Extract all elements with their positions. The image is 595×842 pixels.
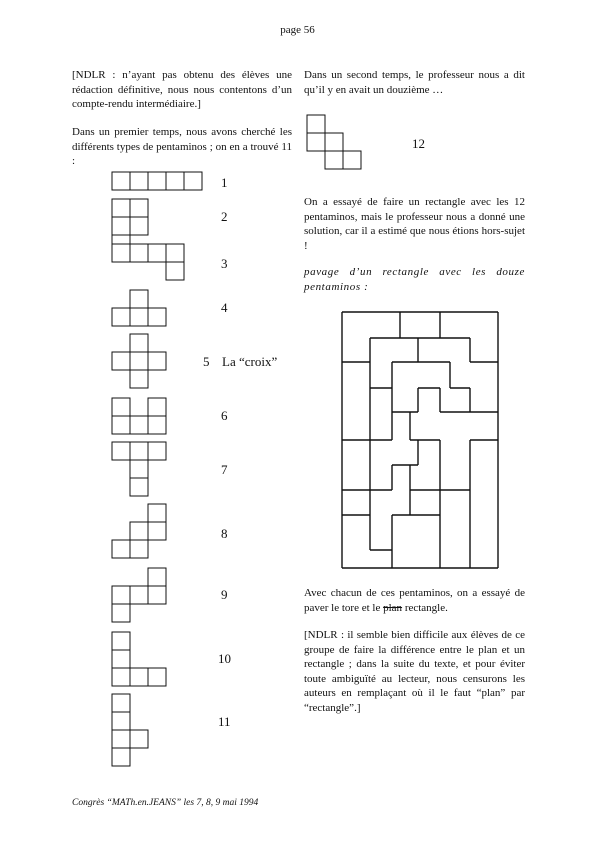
- pentomino-9-shape: [112, 568, 166, 622]
- pentomino-cell: [130, 172, 148, 190]
- torus-text-b: rectangle.: [402, 601, 448, 614]
- pentomino-cell: [148, 244, 166, 262]
- pentomino-number-10: 10: [218, 651, 231, 666]
- pentomino-cell: [166, 262, 184, 280]
- pentomino-cell: [130, 217, 148, 235]
- pentomino-cell: [112, 172, 130, 190]
- pentomino-cell: [130, 730, 148, 748]
- page-number: page 56: [280, 24, 315, 36]
- pentomino-number-5: 5: [203, 354, 210, 369]
- pentomino-cell: [166, 244, 184, 262]
- pentomino-number-7: 7: [221, 462, 228, 477]
- pentomino-cell: [148, 522, 166, 540]
- pentomino-number-3: 3: [221, 256, 228, 271]
- torus-text-a: Avec chacun de ces pentaminos, on a essayé de paver le tore et le: [304, 587, 525, 614]
- torus-paragraph: [304, 586, 525, 615]
- pentomino-cell: [148, 352, 166, 370]
- pentomino-6-shape: [112, 398, 166, 434]
- pentomino-cell: [112, 730, 130, 748]
- pentomino-cell: [184, 172, 202, 190]
- pentomino-cell: [112, 398, 130, 416]
- pentomino-cell: [130, 442, 148, 460]
- pentomino-cell: [148, 442, 166, 460]
- pentomino-cell: [148, 668, 166, 686]
- pentomino-cell: [148, 308, 166, 326]
- pentomino-cell: [130, 334, 148, 352]
- pentomino-cell: [148, 172, 166, 190]
- pentomino-cell: [112, 632, 130, 650]
- pavage-title: pavage d’un rectangle avec les douze pentaminos :: [304, 266, 525, 293]
- pentomino-cell: [112, 416, 130, 434]
- pentomino-12-shape: [307, 115, 361, 169]
- pentomino-11-shape: [112, 694, 148, 766]
- pentomino-cell: [130, 586, 148, 604]
- pentomino-cell: [148, 586, 166, 604]
- pentomino-cell: [112, 199, 130, 217]
- pavage-rectangle-diagram: [340, 310, 500, 570]
- torus-text-strike: plan: [383, 601, 403, 614]
- pentomino-5-shape: [112, 334, 166, 388]
- pentomino-cell: [130, 199, 148, 217]
- pentomino-cell: [148, 416, 166, 434]
- pentomino-number-11: 11: [218, 714, 231, 729]
- intro-paragraph: Dans un premier temps, nous avons cherché les différents types de pentaminos ; on en a trouvé 11 :: [72, 126, 292, 167]
- pentomino-number-8: 8: [221, 526, 228, 541]
- pentomino-cell: [112, 712, 130, 730]
- pentomino-cell: [112, 217, 130, 235]
- pentomino-cell: [166, 172, 184, 190]
- pentomino-10-shape: [112, 632, 166, 686]
- pentomino-cell: [130, 540, 148, 558]
- pentomino-cell: [130, 308, 148, 326]
- pentomino-number-12: 12: [412, 136, 425, 151]
- pentomino-3-shape: [112, 244, 184, 280]
- pentomino-cell: [307, 133, 325, 151]
- pentomino-cell: [130, 478, 148, 496]
- pentomino-number-9: 9: [221, 587, 228, 602]
- pentomino-cell: [307, 115, 325, 133]
- pentomino-cell: [130, 244, 148, 262]
- rectangle-paragraph: On a essayé de faire un rectangle avec les 12 pentaminos, mais le professeur nous a donné une solution, car il a estimé que nous étions hors-sujet !: [304, 196, 525, 252]
- pentomino-1-shape: [112, 172, 202, 190]
- pentomino-cell: [148, 568, 166, 586]
- pentomino-number-2: 2: [221, 209, 228, 224]
- pentomino-cell: [130, 522, 148, 540]
- pentomino-cell: [112, 748, 130, 766]
- pentomino-cell: [148, 504, 166, 522]
- pentomino-cell: [112, 442, 130, 460]
- pentomino-8-shape: [112, 504, 166, 558]
- pentomino-cell: [148, 398, 166, 416]
- pentomino-number-4: 4: [221, 300, 228, 315]
- ndlr-note-plan: [NDLR : il semble bien difficile aux élèves de ce groupe de faire la différence entre le plan et un rectangle ; dans la suite du texte, et pour éviter toute ambiguïté au lecteur, nous censurons les auteurs en remplaçant où il le faut “plan” par “rectangle”.]: [304, 629, 525, 714]
- pentomino-number-1: 1: [221, 175, 228, 190]
- pentomino-cell: [112, 604, 130, 622]
- pentomino-cell: [130, 352, 148, 370]
- pentomino-cell: [112, 308, 130, 326]
- pentomino-4-shape: [112, 290, 166, 326]
- ndlr-note-intro: [NDLR : n’ayant pas obtenu des élèves une rédaction définitive, nous nous contentons d’un compte-rendu intermédiaire.]: [72, 69, 292, 110]
- pentomino-cell: [130, 290, 148, 308]
- croix-caption: La “croix”: [222, 354, 278, 369]
- pentomino-cell: [112, 352, 130, 370]
- pentomino-cell: [130, 416, 148, 434]
- footer: Congrès “MATh.en.JEANS” les 7, 8, 9 mai 1994: [72, 798, 259, 808]
- pentomino-cell: [112, 650, 130, 668]
- pentomino-cell: [130, 460, 148, 478]
- pentomino-7-shape: [112, 442, 166, 496]
- pentomino-cell: [112, 540, 130, 558]
- pentomino-cell: [112, 586, 130, 604]
- pentomino-cell: [112, 668, 130, 686]
- second-paragraph: Dans un second temps, le professeur nous a dit qu’il y en avait un douzième …: [304, 69, 525, 96]
- pentomino-cell: [112, 244, 130, 262]
- pentomino-cell: [130, 668, 148, 686]
- pentomino-number-6: 6: [221, 408, 228, 423]
- pentomino-cell: [112, 694, 130, 712]
- pentomino-cell: [325, 151, 343, 169]
- pentomino-cell: [343, 151, 361, 169]
- pentomino-cell: [130, 370, 148, 388]
- pentomino-cell: [325, 133, 343, 151]
